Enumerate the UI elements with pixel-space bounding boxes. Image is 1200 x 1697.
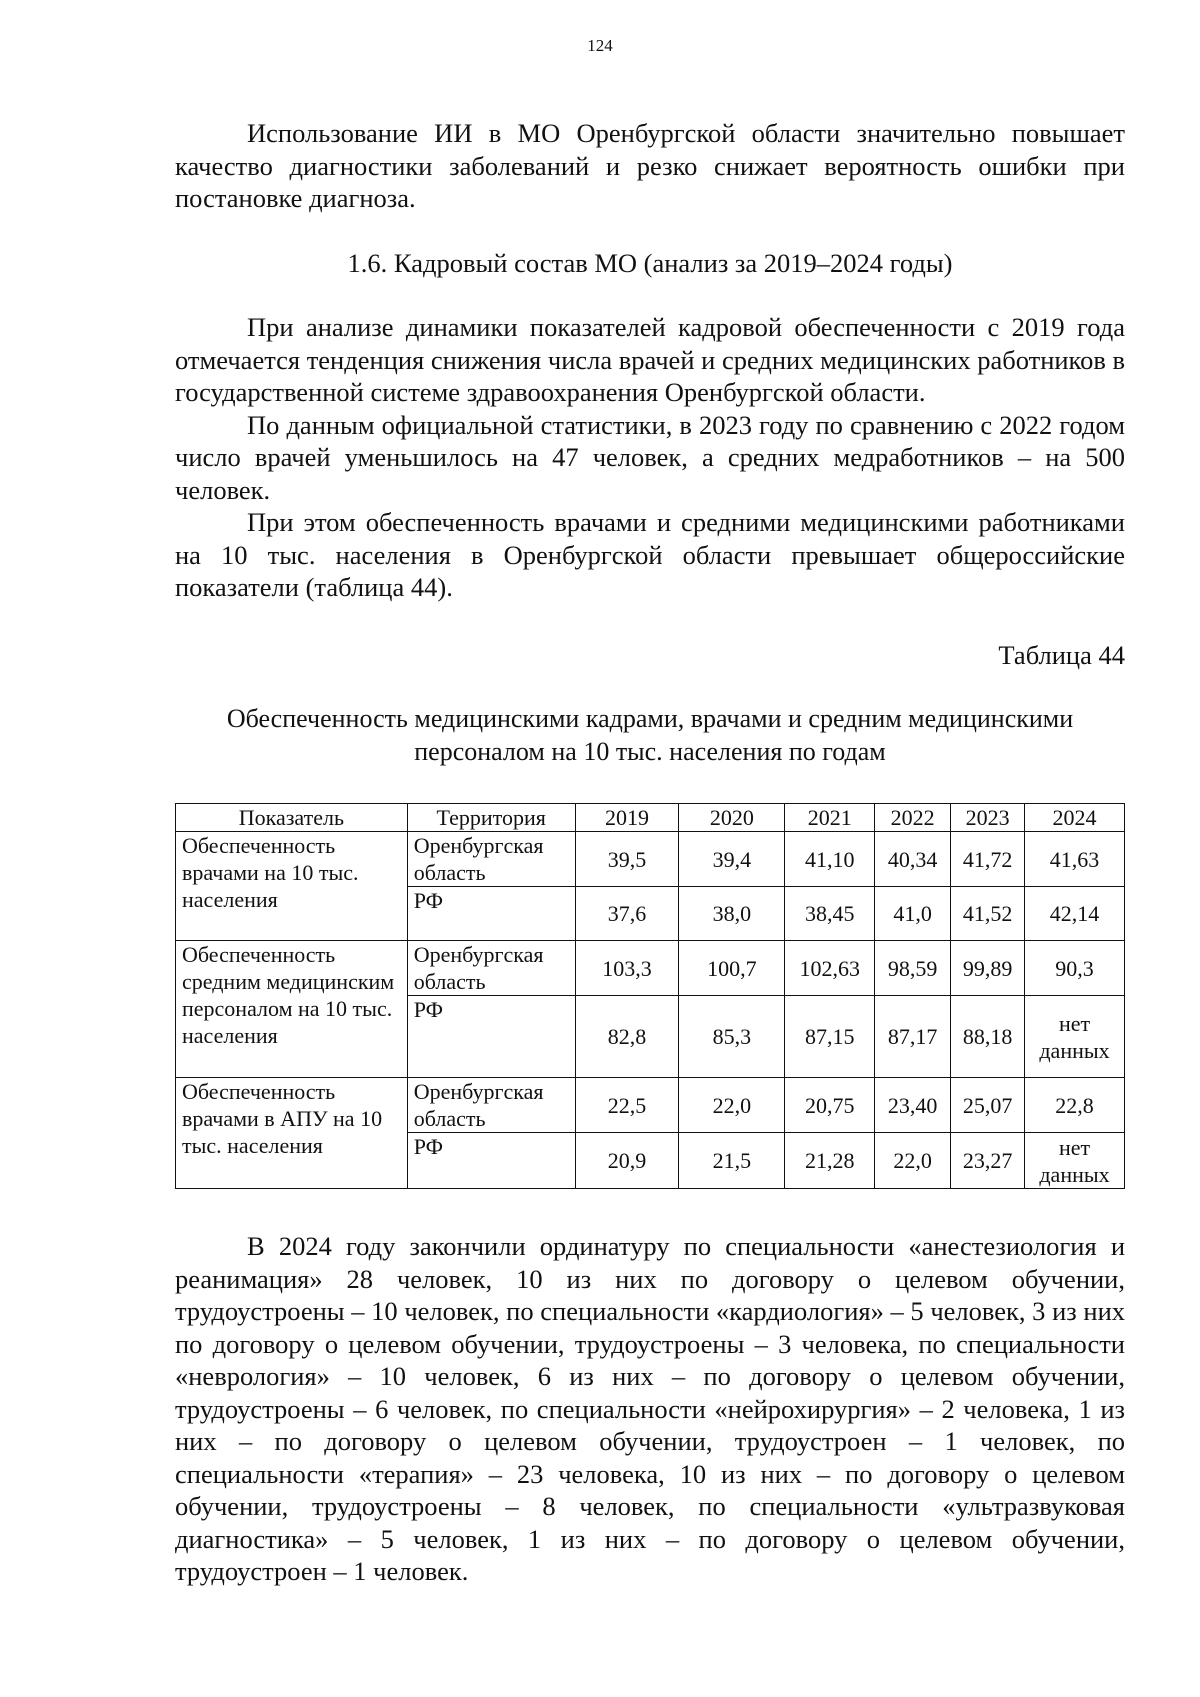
intro-paragraph-block	[175, 117, 1125, 215]
value-cell: 39,5	[575, 832, 679, 887]
territory-cell: Оренбургская область	[407, 941, 575, 996]
value-cell: 25,07	[951, 1078, 1025, 1133]
territory-cell: РФ	[407, 1133, 575, 1189]
value-cell: 22,0	[679, 1078, 785, 1133]
value-cell: нет данных	[1025, 996, 1125, 1078]
table-row	[176, 1078, 1125, 1133]
value-cell: 22,0	[875, 1133, 951, 1189]
page-number: 124	[587, 36, 613, 55]
value-cell: 41,10	[785, 832, 875, 887]
value-cell: 21,28	[785, 1133, 875, 1189]
value-cell: 20,75	[785, 1078, 875, 1133]
header-cell: Территория	[407, 804, 575, 832]
section-heading-block	[175, 247, 1125, 280]
table-title-line: Обеспеченность медицинскими кадрами, врачами и средним медицинскими	[226, 704, 1074, 733]
intro-paragraph: Использование ИИ в МО Оренбургской области значительно повышает качество диагностики заболеваний и резко снижает вероятность ошибки при постановке диагноза.	[175, 118, 1125, 213]
value-cell: 85,3	[679, 996, 785, 1078]
paragraph: При анализе динамики показателей кадровой обеспеченности с 2019 года отмечается тенденция снижения числа врачей и средних медицинских работников в государственной системе здравоохранения Оренбургской области.	[175, 312, 1125, 407]
table-label: Таблица 44	[998, 640, 1125, 670]
table-row	[176, 941, 1125, 996]
table-header-row	[176, 804, 1125, 832]
value-cell: 41,63	[1025, 832, 1125, 887]
header-cell: 2020	[679, 804, 785, 832]
value-cell: 87,17	[875, 996, 951, 1078]
value-cell: 39,4	[679, 832, 785, 887]
value-cell: 21,5	[679, 1133, 785, 1189]
value-cell: 41,0	[875, 887, 951, 941]
paragraph: При этом обеспеченность врачами и средними медицинскими работниками на 10 тыс. населения в Оренбургской области превышает общероссийские показатели (таблица 44).	[175, 507, 1125, 602]
header-cell: 2023	[951, 804, 1025, 832]
indicator-cell: Обеспеченность врачами в АПУ на 10 тыс. населения	[176, 1078, 408, 1189]
indicator-cell: Обеспеченность средним медицинским персоналом на 10 тыс. населения	[176, 941, 408, 1078]
value-cell: 41,72	[951, 832, 1025, 887]
header-cell: 2019	[575, 804, 679, 832]
staffing-table	[175, 803, 1125, 1189]
header-cell: 2024	[1025, 804, 1125, 832]
value-cell: 38,45	[785, 887, 875, 941]
value-cell: 100,7	[679, 941, 785, 996]
closing-paragraph-block	[175, 1230, 1125, 1588]
territory-cell: Оренбургская область	[407, 1078, 575, 1133]
value-cell: 42,14	[1025, 887, 1125, 941]
indicator-cell: Обеспеченность врачами на 10 тыс. населения	[176, 832, 408, 941]
header-cell: Показатель	[176, 804, 408, 832]
value-cell: 22,5	[575, 1078, 679, 1133]
value-cell: 23,40	[875, 1078, 951, 1133]
value-cell: 88,18	[951, 996, 1025, 1078]
table-title	[175, 702, 1125, 768]
table-row	[176, 832, 1125, 887]
value-cell: 40,34	[875, 832, 951, 887]
territory-cell: РФ	[407, 887, 575, 941]
value-cell: 103,3	[575, 941, 679, 996]
body-paragraphs	[175, 311, 1125, 604]
value-cell: 38,0	[679, 887, 785, 941]
territory-cell: РФ	[407, 996, 575, 1078]
territory-cell: Оренбургская область	[407, 832, 575, 887]
header-cell: 2022	[875, 804, 951, 832]
value-cell: 99,89	[951, 941, 1025, 996]
section-heading: 1.6. Кадровый состав МО (анализ за 2019–2024 годы)	[347, 248, 953, 278]
header-cell: 2021	[785, 804, 875, 832]
value-cell: 90,3	[1025, 941, 1125, 996]
value-cell: 82,8	[575, 996, 679, 1078]
value-cell: нет данных	[1025, 1133, 1125, 1189]
value-cell: 23,27	[951, 1133, 1025, 1189]
value-cell: 102,63	[785, 941, 875, 996]
closing-paragraph: В 2024 году закончили ординатуру по специальности «анестезиология и реанимация» 28 человек, 10 из них по договору о целевом обучении, трудоустроены – 10 человек, по специальности «кардиология» – 5 человек, 3 из них по договору о целевом обучении, трудоустроены – 3 человека, по специальности «неврология» – 10 человек, 6 из них – по договору о целевом обучении, трудоустроены – 6 человек, по специальности «нейрохирургия» – 2 человека, 1 из них – по договору о целевом обучении, трудоустроен – 1 человек, по специальности «терапия» – 23 человека, 10 из них – по договору о целевом обучении, трудоустроены – 8 человек, по специальности «ультразвуковая диагностика» – 5 человек, 1 из них – по договору о целевом обучении, трудоустроен – 1 человек.	[175, 1231, 1125, 1586]
value-cell: 41,52	[951, 887, 1025, 941]
value-cell: 37,6	[575, 887, 679, 941]
value-cell: 20,9	[575, 1133, 679, 1189]
paragraph: По данным официальной статистики, в 2023 году по сравнению с 2022 годом число врачей уменьшилось на 47 человек, а средних медработников – на 500 человек.	[175, 409, 1125, 505]
value-cell: 98,59	[875, 941, 951, 996]
value-cell: 22,8	[1025, 1078, 1125, 1133]
table-title-line: персоналом на 10 тыс. населения по годам	[414, 737, 886, 766]
value-cell: 87,15	[785, 996, 875, 1078]
